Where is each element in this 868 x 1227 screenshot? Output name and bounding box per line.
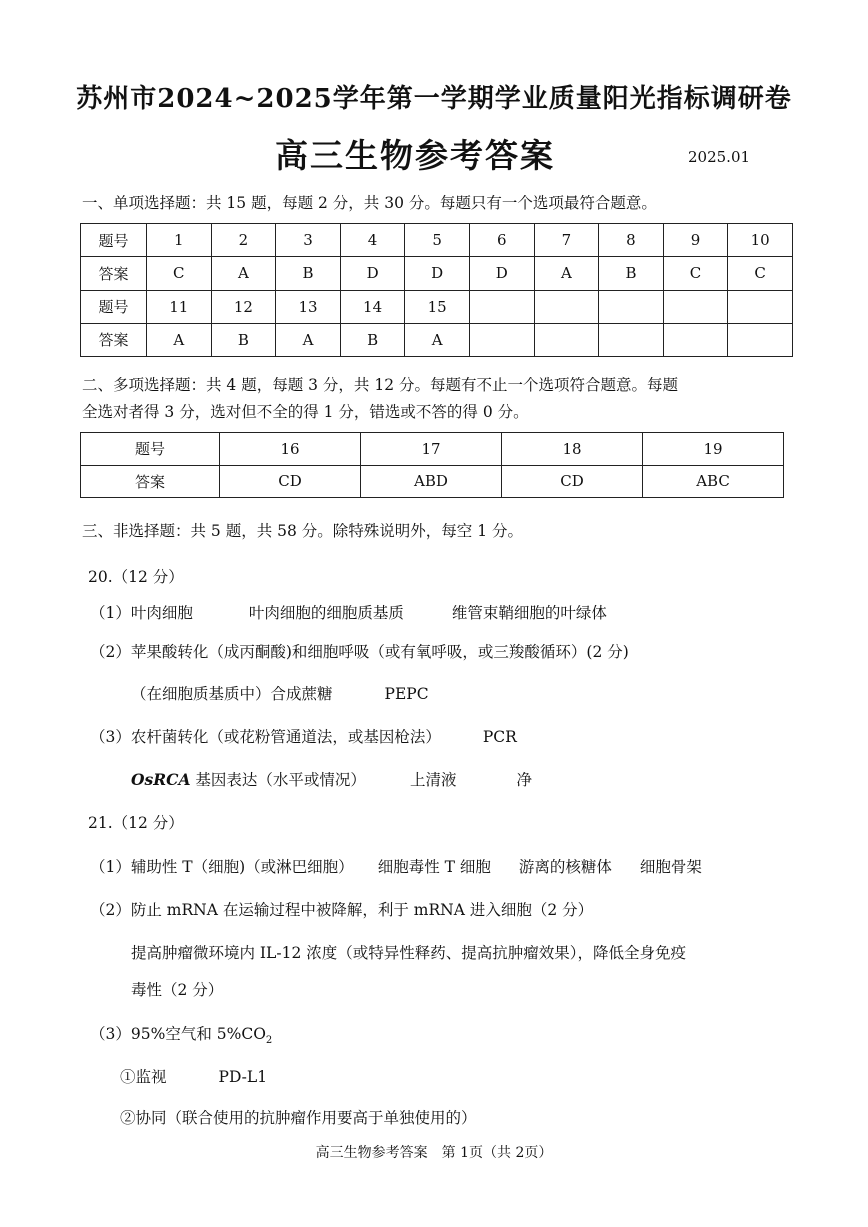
table-cell: D: [340, 257, 405, 290]
table-cell: ABC: [643, 465, 784, 498]
q21-answer-2b: 提高肿瘤微环境内 IL-12 浓度（或特异性释药、提高抗肿瘤效果），降低全身免疫: [131, 944, 686, 962]
table-cell: A: [405, 323, 470, 356]
table-cell: D: [469, 257, 534, 290]
table-cell: 13: [276, 290, 341, 323]
q20-answer-2: （2）苹果酸转化（成丙酮酸)和细胞呼吸（或有氧呼吸，或三羧酸循环）(2 分): [90, 643, 629, 661]
q21-title: 21.（12 分）: [88, 814, 184, 832]
table-cell: A: [211, 257, 276, 290]
table-row: [81, 433, 784, 466]
table-cell: ABD: [361, 465, 502, 498]
table-cell: B: [340, 323, 405, 356]
table-cell: [534, 290, 599, 323]
row-label: 答案: [81, 323, 147, 356]
table-cell: 2: [211, 224, 276, 257]
table-cell: CD: [502, 465, 643, 498]
q21-answer-2c: 毒性（2 分）: [131, 981, 224, 999]
single-choice-table: [80, 223, 793, 357]
table-cell: CD: [220, 465, 361, 498]
date-label: 2025.01: [688, 148, 751, 166]
table-cell: 8: [599, 224, 664, 257]
q21-answer-3: [90, 1022, 272, 1046]
q20-answer-1: [90, 601, 607, 623]
table-cell: [599, 290, 664, 323]
table-cell: C: [663, 257, 728, 290]
table-cell: 16: [220, 433, 361, 466]
q21-answer-3b: ②协同（联合使用的抗肿瘤作用要高于单独使用的）: [120, 1109, 477, 1127]
table-row: [81, 257, 793, 290]
table-cell: 11: [147, 290, 212, 323]
row-label: 题号: [81, 290, 147, 323]
answer-text: PCR: [482, 728, 517, 746]
answer-text: 基因表达（水平或情况）: [195, 771, 366, 789]
q20-answer-3: [90, 725, 517, 747]
answer-text: （1）叶肉细胞: [90, 604, 193, 622]
table-row: [81, 224, 793, 257]
section2-heading-line1: 二、多项选择题：共 4 题，每题 3 分，共 12 分。每题有不止一个选项符合题意。每题: [82, 376, 679, 394]
table-row: [81, 465, 784, 498]
table-cell: 14: [340, 290, 405, 323]
q21-answer-1: [90, 855, 702, 877]
answer-key-title: 高三生物参考答案: [275, 136, 555, 175]
table-cell: 9: [663, 224, 728, 257]
answer-text: 上清液: [409, 771, 457, 789]
table-cell: A: [147, 323, 212, 356]
row-label: 答案: [81, 257, 147, 290]
row-label: 题号: [81, 224, 147, 257]
table-cell: [728, 323, 793, 356]
table-cell: 7: [534, 224, 599, 257]
table-cell: [599, 323, 664, 356]
table-cell: A: [534, 257, 599, 290]
table-cell: [728, 290, 793, 323]
table-cell: [663, 290, 728, 323]
table-cell: C: [147, 257, 212, 290]
page-footer: 高三生物参考答案 第 1页（共 2页）: [315, 1145, 553, 1161]
answer-text: 维管束鞘细胞的叶绿体: [451, 604, 607, 622]
q20-title: 20.（12 分）: [88, 568, 184, 586]
answer-text: PEPC: [384, 685, 429, 703]
table-cell: B: [599, 257, 664, 290]
multiple-choice-table: [80, 432, 784, 498]
table-cell: C: [728, 257, 793, 290]
section3-heading: 三、非选择题：共 5 题，共 58 分。除特殊说明外，每空 1 分。: [82, 522, 524, 540]
table-cell: 15: [405, 290, 470, 323]
table-cell: 17: [361, 433, 502, 466]
table-cell: A: [276, 323, 341, 356]
q21-answer-3a: [120, 1065, 267, 1087]
answer-text: 游离的核糖体: [518, 858, 612, 876]
table-row: [81, 290, 793, 323]
q21-answer-2: （2）防止 mRNA 在运输过程中被降解，利于 mRNA 进入细胞（2 分）: [90, 901, 594, 919]
answer-text: （1）辅助性 T（细胞)（或淋巴细胞）: [90, 858, 354, 876]
table-cell: 10: [728, 224, 793, 257]
q20-answer-3b: [131, 768, 532, 790]
table-cell: B: [211, 323, 276, 356]
answer-text: 净: [516, 771, 532, 789]
answer-text: 细胞骨架: [639, 858, 702, 876]
gene-name: OsRCA: [131, 770, 191, 789]
answer-text: PD-L1: [218, 1068, 268, 1086]
answer-text: 细胞毒性 T 细胞: [377, 858, 491, 876]
paper-title: 苏州市2024~2025学年第一学期学业质量阳光指标调研卷: [76, 84, 792, 114]
table-cell: [469, 290, 534, 323]
table-cell: 6: [469, 224, 534, 257]
answer-text: （3）农杆菌转化（或花粉管通道法，或基因枪法）: [90, 728, 441, 746]
table-cell: B: [276, 257, 341, 290]
subscript: 2: [265, 1035, 273, 1047]
table-cell: [534, 323, 599, 356]
answer-text: （3）95%空气和 5%CO: [90, 1025, 266, 1043]
answer-text: （在细胞质基质中）合成蔗糖: [131, 685, 333, 703]
q20-answer-2b: [131, 682, 429, 704]
table-cell: [469, 323, 534, 356]
table-cell: 12: [211, 290, 276, 323]
table-cell: 1: [147, 224, 212, 257]
row-label: 答案: [81, 465, 220, 498]
section2-heading-line2: 全选对者得 3 分，选对但不全的得 1 分，错选或不答的得 0 分。: [82, 403, 529, 421]
table-cell: 4: [340, 224, 405, 257]
section1-heading: 一、单项选择题：共 15 题，每题 2 分，共 30 分。每题只有一个选项最符合题意。: [82, 194, 657, 212]
table-cell: 18: [502, 433, 643, 466]
answer-text: 叶肉细胞的细胞质基质: [248, 604, 404, 622]
row-label: 题号: [81, 433, 220, 466]
answer-text: ①监视: [120, 1068, 167, 1086]
table-cell: [663, 323, 728, 356]
table-cell: 5: [405, 224, 470, 257]
table-cell: D: [405, 257, 470, 290]
table-row: [81, 323, 793, 356]
table-cell: 19: [643, 433, 784, 466]
table-cell: 3: [276, 224, 341, 257]
